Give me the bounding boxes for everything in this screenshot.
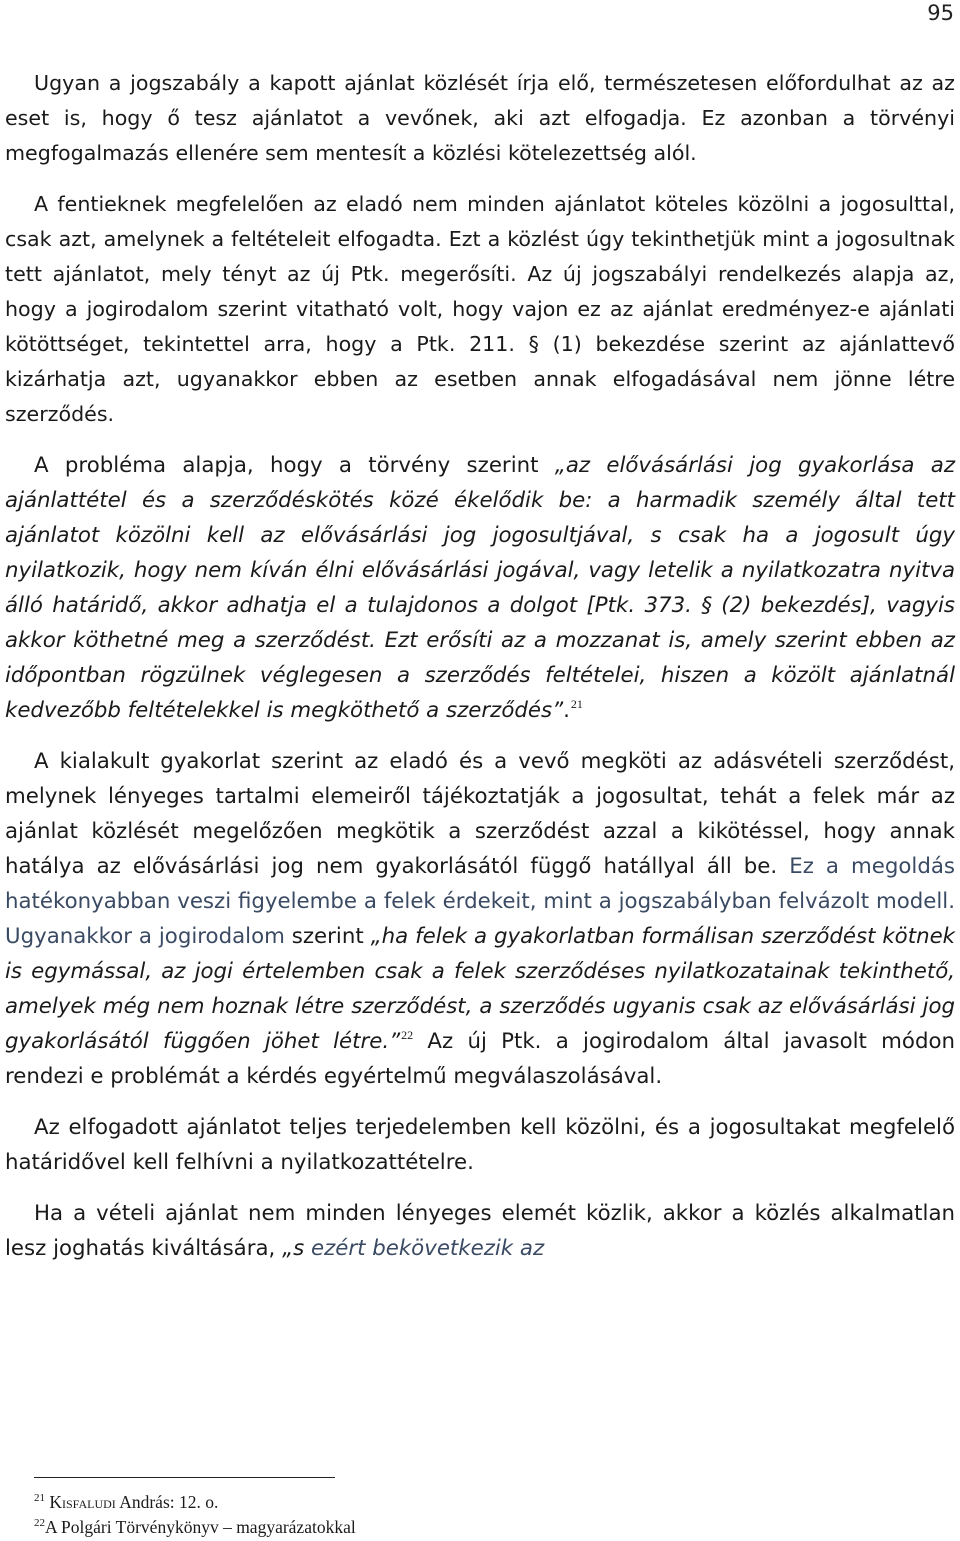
paragraph-4-quote: „ha felek a gyakorlatban formálisan szerződést kötnek is egymással, az jogi értelemben csak a felek szerződéses nyilatkozatainak tekinthető, amelyek még nem hoznak létre szerződést, a szerződés ugyanis csak az elővásárlási jog gyakorlásától függően jöhet létre.” <box>5 924 956 1054</box>
paragraph-4-text-e: Az új Ptk. a jogirodalom által javasolt módon rendezi e problémát a kérdés egyértelmű megválaszolásával. <box>5 1029 955 1089</box>
paragraph-6-quote-start: „s <box>282 1236 305 1261</box>
paragraph-4-text-c: szerint <box>284 924 371 949</box>
footnote-22 <box>34 1515 356 1540</box>
paragraph-2 <box>5 187 955 432</box>
footnote-ref-22[interactable]: 22 <box>401 1028 414 1042</box>
paragraph-6-text-a: Ha a vételi ajánlat nem minden lényeges elemét közlik, akkor a közlés alkalmatlan lesz joghatás kiváltására, <box>5 1201 955 1261</box>
page-number: 95 <box>927 1 954 25</box>
page-body <box>5 66 955 1282</box>
paragraph-3-quote: „az elővásárlási jog gyakorlása az ajánlattétel és a szerződéskötés közé ékelődik be: a harmadik személy által tett ajánlatot közölni kell az elővásárlási jog jogosultjával, s csak ha a jogosult úgy nyilatkozik, hogy nem kíván élni elővásárlási jogával, vagy letelik a nyilatkozatra nyitva álló határidő, akkor adhatja el a tulajdonos a dolgot [Ptk. 373. § (2) bekezdés], vagyis akkor köthetné meg a szerződést. Ezt erősíti az a mozzanat is, amely szerint ebben az időpontban rögzülnek véglegesen a szerződés feltételei, hiszen a közölt ajánlatnál kedvezőbb feltételekkel is megköthető a szerződés” <box>5 453 955 723</box>
paragraph-4 <box>5 744 955 1094</box>
footnote-22-text: A Polgári Törvénykönyv – magyarázatokkal <box>45 1517 356 1537</box>
footnote-22-number: 22 <box>34 1517 45 1529</box>
footnotes <box>34 1490 356 1540</box>
paragraph-1-text: Ugyan a jogszabály a kapott ajánlat közlését írja elő, természetesen előfordulhat az az eset is, hogy ő tesz ajánlatot a vevőnek, aki azt elfogadja. Ez azonban a törvényi megfogalmazás ellenére sem mentesít a közlési kötelezettség alól. <box>5 71 955 165</box>
footnote-21 <box>34 1490 356 1515</box>
paragraph-4-highlight: Ez a megoldás hatékonyabban veszi figyelembe a felek érdekeit, mint a jogszabályban felvázolt modell. Ugyanakkor a jogirodalom <box>5 854 955 949</box>
paragraph-1 <box>5 66 955 171</box>
paragraph-2-text-a: A fentieknek megfelelően az eladó nem minden ajánlatot köteles közölni a jogosulttal, csak azt, amelynek a feltételeit elfogadta. Ezt a közlést úgy tekinthetjük mint a jogosultnak tett ajánlatot, mely tényt az új Ptk. megerősíti. <box>5 192 955 286</box>
footnote-21-number: 21 <box>34 1492 45 1504</box>
paragraph-3-text-c: . <box>563 698 570 723</box>
footnote-ref-21[interactable]: 21 <box>570 697 583 711</box>
paragraph-3-text-a: A probléma alapja, hogy a törvény szerint <box>34 453 555 478</box>
paragraph-5-text: Az elfogadott ajánlatot teljes terjedelemben kell közölni, és a jogosultakat megfelelő határidővel kell felhívni a nyilatkozattételre. <box>5 1115 955 1175</box>
paragraph-4-text-a: A kialakult gyakorlat szerint az eladó és a vevő megköti az adásvételi szerződést, melynek lényeges tartalmi elemeiről tájékoztatják a jogosultat, tehát a felek már az ajánlat közlését megelőzően megkötik a szerződést azzal a kikötéssel, hogy annak hatálya az elővásárlási jog nem gyakorlásától függő hatállyal áll be. <box>5 749 955 879</box>
footnote-21-author: Kisfaludi <box>49 1492 116 1512</box>
paragraph-6 <box>5 1196 955 1266</box>
paragraph-6-quote-continued: ezért bekövetkezik az <box>304 1236 545 1261</box>
paragraph-2-text-b: Az új jogszabályi rendelkezés alapja az, hogy a jogirodalom szerint vitatható volt, hogy vajon ez az ajánlat eredményez-e ajánlati kötöttséget, tekintettel arra, hogy a Ptk. 211. § (1) bekezdése szerint az ajánlattevő kizárhatja azt, ugyanakkor ebben az esetben annak elfogadásával nem jönne létre szerződés. <box>5 262 955 426</box>
footnote-separator <box>34 1477 335 1478</box>
paragraph-3 <box>5 448 955 728</box>
footnote-21-text: András: 12. o. <box>115 1492 219 1512</box>
paragraph-5 <box>5 1110 955 1180</box>
